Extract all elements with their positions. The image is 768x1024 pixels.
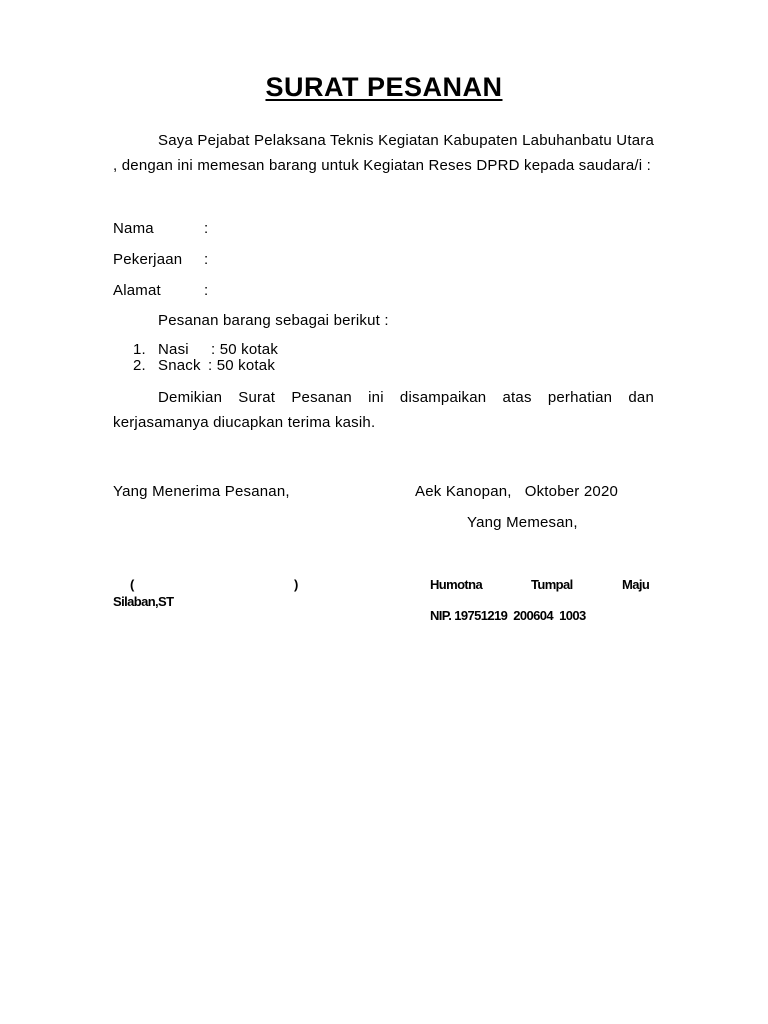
closing-paragraph: Demikian Surat Pesanan ini disampaikan atas perhatian dan kerjasamanya diucapkan terima kasih. [113,389,654,431]
list-item-name: Snack [158,357,201,374]
receiver-label: Yang Menerima Pesanan, [113,483,290,500]
signer-name-word: Maju [622,577,650,592]
letter-title: SURAT PESANAN [265,72,503,102]
list-item-qty: : 50 kotak [211,341,279,358]
list-item-number: 1. [133,341,146,358]
receiver-sign-open: ( [130,577,134,592]
list-item-qty: : 50 kotak [208,357,276,374]
field-pekerjaan [113,251,209,268]
intro-paragraph: Saya Pejabat Pelaksana Teknis Kegiatan Kabupaten Labuhanbatu Utara , dengan ini memesan barang untuk Kegiatan Reses DPRD kepada saudara/i : [113,132,654,174]
field-nama-label: Nama [113,220,154,237]
order-intro: Pesanan barang sebagai berikut : [158,312,389,329]
field-nama-colon: : [204,220,209,237]
list-item [133,358,278,374]
field-alamat [113,282,209,299]
list-item-number: 2. [133,357,146,374]
orderer-label: Yang Memesan, [467,514,578,531]
signer-name-continuation: Silaban,ST [113,594,174,609]
field-pekerjaan-label: Pekerjaan [113,251,183,268]
place-date: Aek Kanopan, Oktober 2020 [415,483,619,500]
list-item [133,342,278,358]
receiver-sign-close: ) [294,577,298,592]
field-alamat-colon: : [204,282,209,299]
signer-nip: NIP. 19751219 200604 1003 [430,608,586,623]
signer-name-word: Tumpal [531,577,573,592]
list-item-name: Nasi [158,341,189,358]
signer-name-word: Humotna [430,577,483,592]
field-nama [113,220,209,237]
field-alamat-label: Alamat [113,282,161,299]
order-list [133,342,278,374]
field-pekerjaan-colon: : [204,251,209,268]
